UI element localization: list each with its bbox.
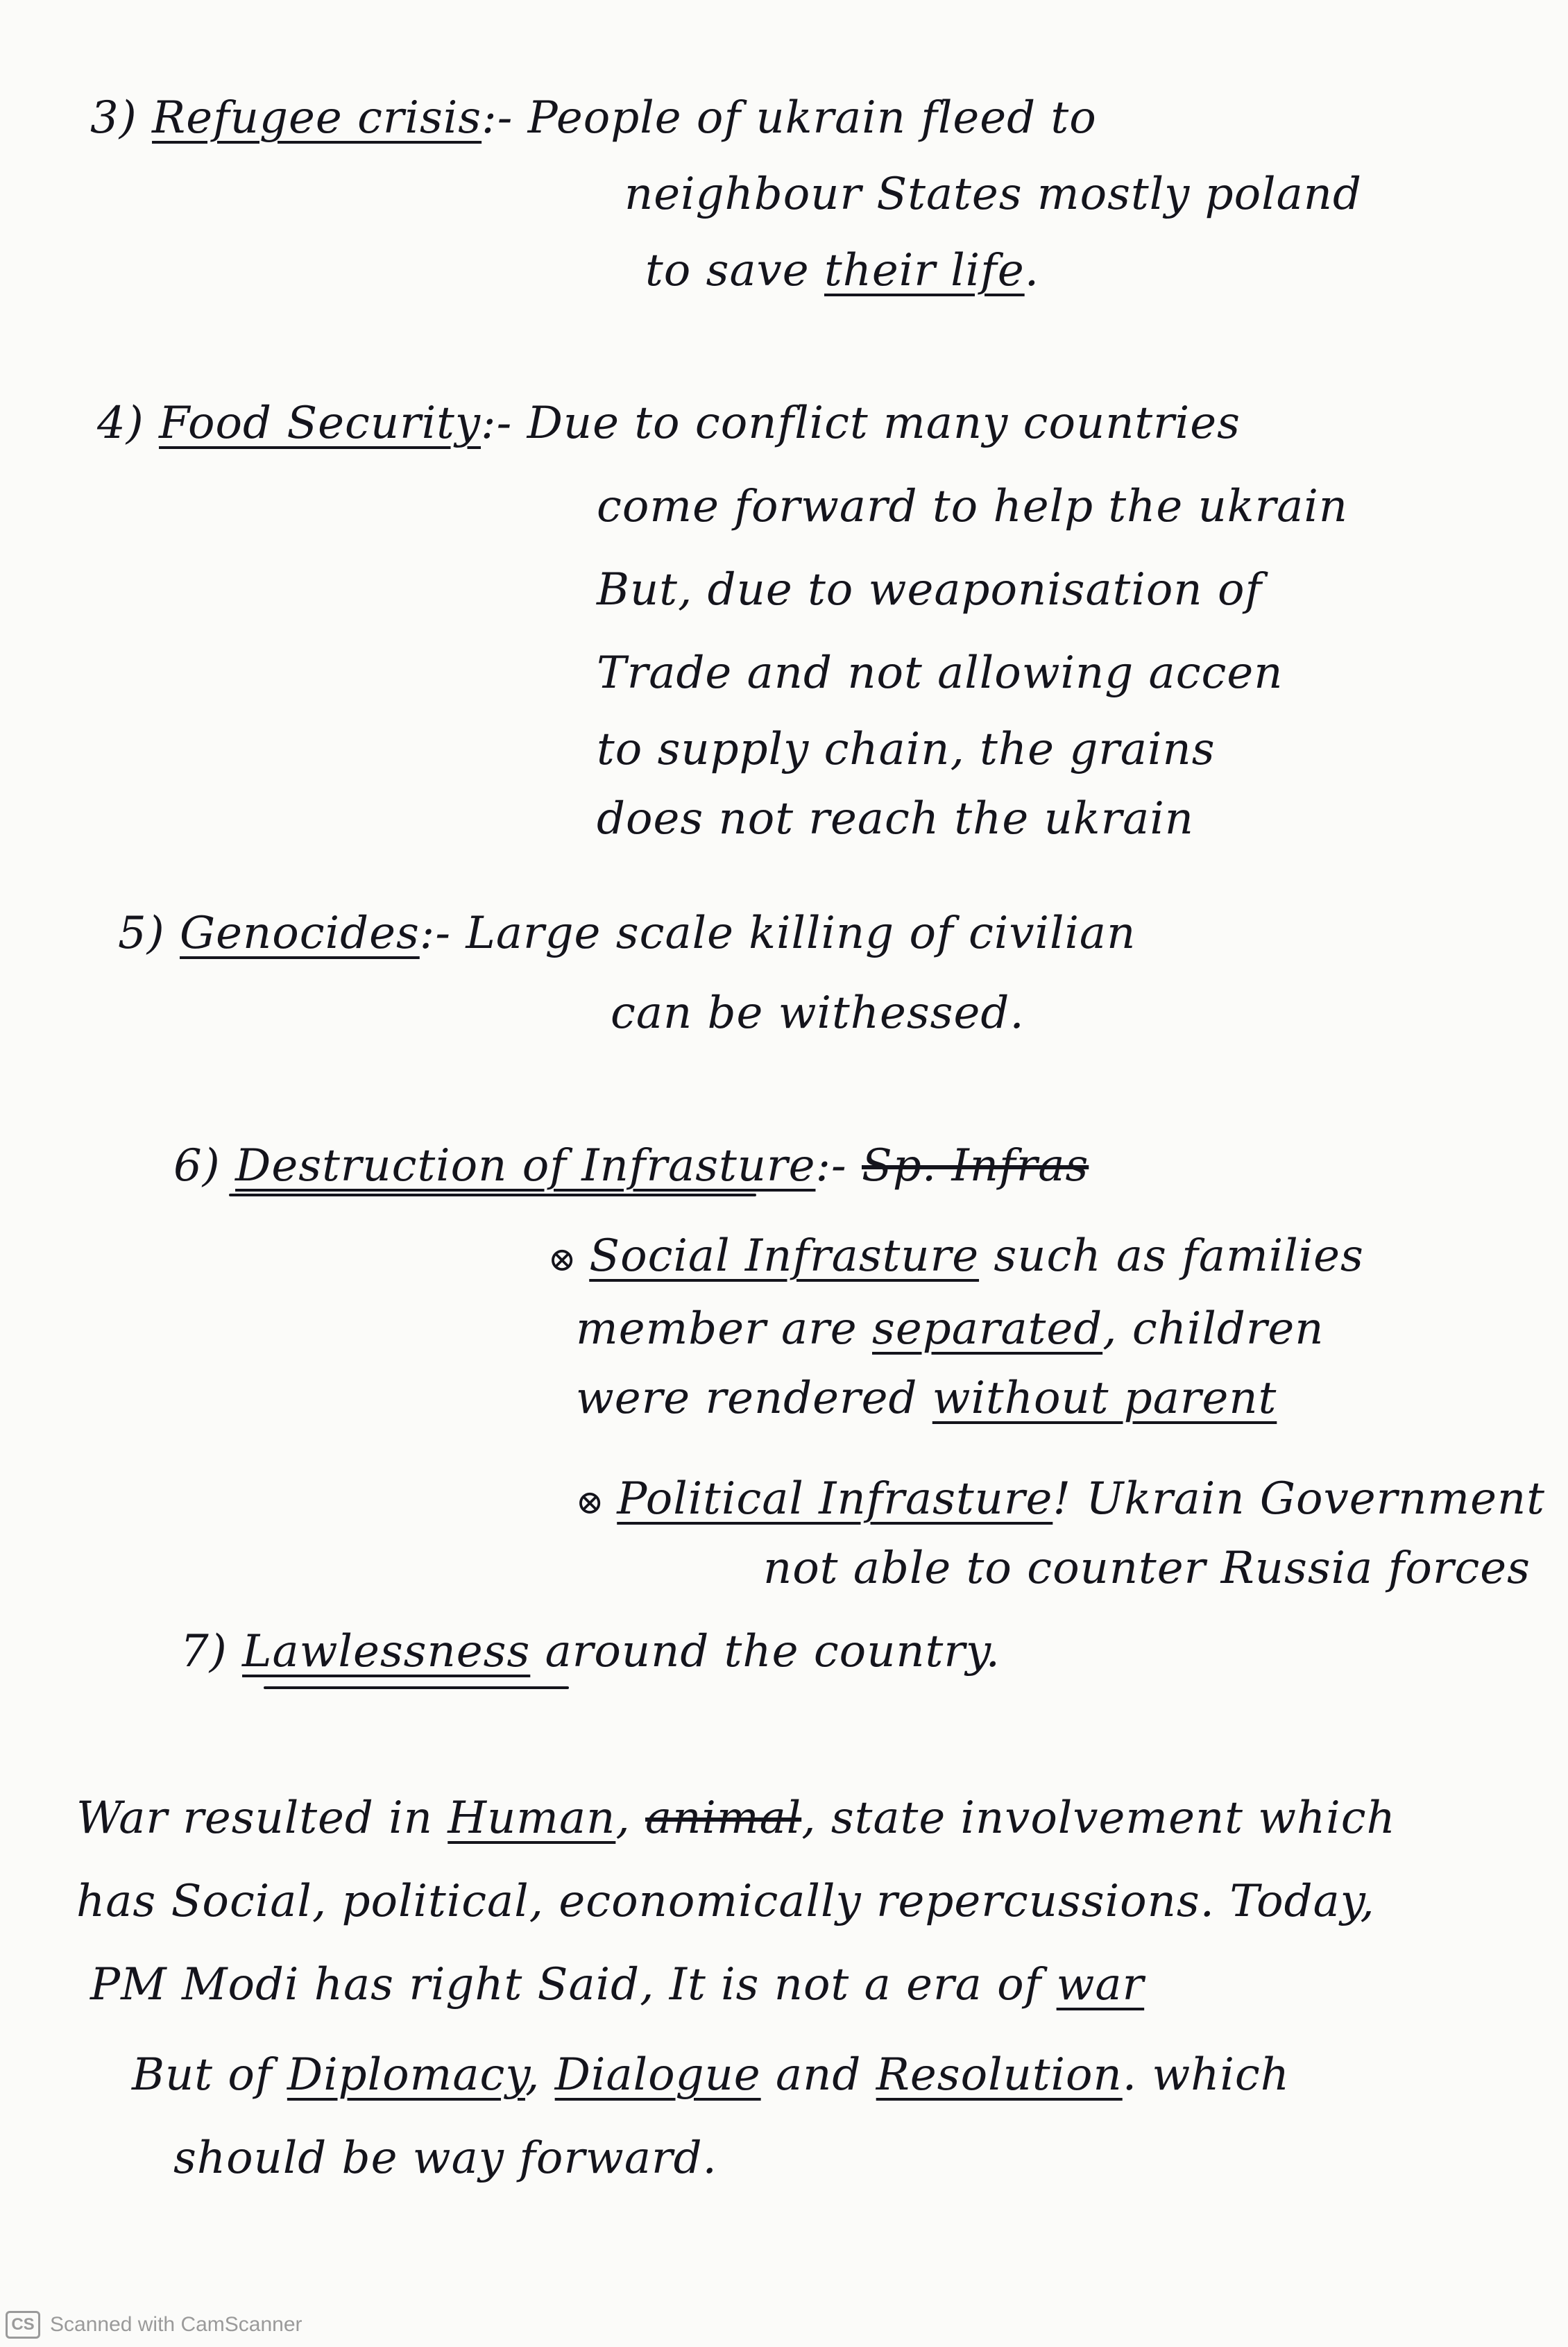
conclusion-text: War resulted in (76, 1793, 448, 1844)
conclusion-text: PM Modi has right Said, It is not a era of (90, 1959, 1057, 2010)
heading-underline (229, 1194, 756, 1196)
point-3-line-2: neighbour States mostly poland (624, 169, 1362, 220)
point-heading: Genocides (180, 908, 420, 959)
point-heading: Refugee crisis (152, 92, 482, 144)
heading-underline (264, 1686, 569, 1689)
separator: :- (482, 92, 513, 144)
point-text: Large scale killing of civilian (466, 908, 1136, 959)
point-4-line-5: to supply chain, the grains (597, 724, 1216, 775)
point-4-line-6: does not reach the ukrain (597, 793, 1194, 845)
bullet-icon: ⊗ (576, 1483, 605, 1522)
point-number: 6) (173, 1140, 221, 1192)
bullet-icon: ⊗ (548, 1240, 577, 1279)
point-7-line-1 (180, 1624, 1000, 1679)
point-heading: Lawlessness (242, 1626, 531, 1677)
underlined-text: war (1056, 1959, 1145, 2010)
point-4-line-4: Trade and not allowing accen (597, 647, 1284, 699)
point-6-social-line-2 (576, 1301, 1324, 1357)
conclusion-line-4 (132, 2047, 1290, 2103)
camscanner-watermark (6, 2311, 302, 2339)
point-5-line-2: can be withessed. (611, 988, 1025, 1039)
struck-text: animal (645, 1793, 802, 1844)
conclusion-line-2: has Social, political, economically repercussions. Today, (76, 1876, 1375, 1927)
point-text: such as families (979, 1230, 1364, 1282)
point-4-line-2: come forward to help the ukrain (597, 481, 1348, 532)
conclusion-text: . which (1122, 2049, 1290, 2101)
conclusion-text: , (525, 2049, 555, 2101)
point-6-social-line-3 (576, 1371, 1277, 1426)
separator: :- (815, 1140, 847, 1192)
underlined-text: their life (824, 245, 1025, 296)
point-6-social-line-1 (548, 1228, 1364, 1287)
conclusion-line-1 (76, 1790, 1396, 1846)
separator: :- (481, 398, 513, 449)
point-heading: Food Security (159, 398, 482, 449)
camscanner-logo-icon: CS (6, 2311, 40, 2339)
point-text: around the country. (530, 1626, 1000, 1677)
separator: :- (419, 908, 451, 959)
point-number: 4) (97, 398, 144, 449)
point-text: member are (576, 1303, 872, 1355)
underlined-text: Dialogue (554, 2049, 761, 2101)
point-text: were rendered (576, 1373, 932, 1424)
conclusion-text: and (760, 2049, 876, 2101)
point-6-political-line-2: not able to counter Russia forces (763, 1543, 1531, 1594)
underlined-text: Human (448, 1793, 616, 1844)
point-text: Due to conflict many countries (527, 398, 1241, 449)
watermark-text: Scanned with CamScanner (50, 2313, 302, 2336)
point-text: People of ukrain fleed to (527, 92, 1097, 144)
conclusion-line-5: should be way forward. (173, 2133, 717, 2184)
point-text: to save (645, 245, 824, 296)
point-number: 3) (90, 92, 137, 144)
point-number: 7) (180, 1626, 228, 1677)
conclusion-text: But of (132, 2049, 287, 2101)
underlined-text: Resolution (876, 2049, 1123, 2101)
underlined-text: separated (872, 1303, 1103, 1355)
point-3-line-1 (90, 90, 1097, 146)
point-3-line-3 (645, 243, 1039, 298)
point-5-line-1 (118, 906, 1136, 961)
point-4-line-3: But, due to weaponisation of (597, 564, 1263, 616)
conclusion-line-3 (90, 1957, 1144, 2013)
point-heading: Destruction of Infrasture (235, 1140, 816, 1192)
underlined-text: without parent (932, 1373, 1277, 1424)
point-6-line-1 (173, 1138, 1089, 1194)
point-4-line-1 (97, 396, 1241, 451)
conclusion-text: , state involvement which (801, 1793, 1396, 1844)
subheading: Social Infrasture (589, 1230, 980, 1282)
underlined-text: Diplomacy (287, 2049, 525, 2101)
subheading: Political Infrasture (617, 1473, 1053, 1525)
point-text: ! Ukrain Government (1053, 1473, 1545, 1525)
struck-text: Sp. Infras (862, 1140, 1089, 1192)
point-text: , children (1102, 1303, 1324, 1355)
point-text: . (1024, 245, 1040, 296)
point-6-political-line-1 (576, 1471, 1545, 1530)
conclusion-text: , (615, 1793, 646, 1844)
point-number: 5) (118, 908, 165, 959)
